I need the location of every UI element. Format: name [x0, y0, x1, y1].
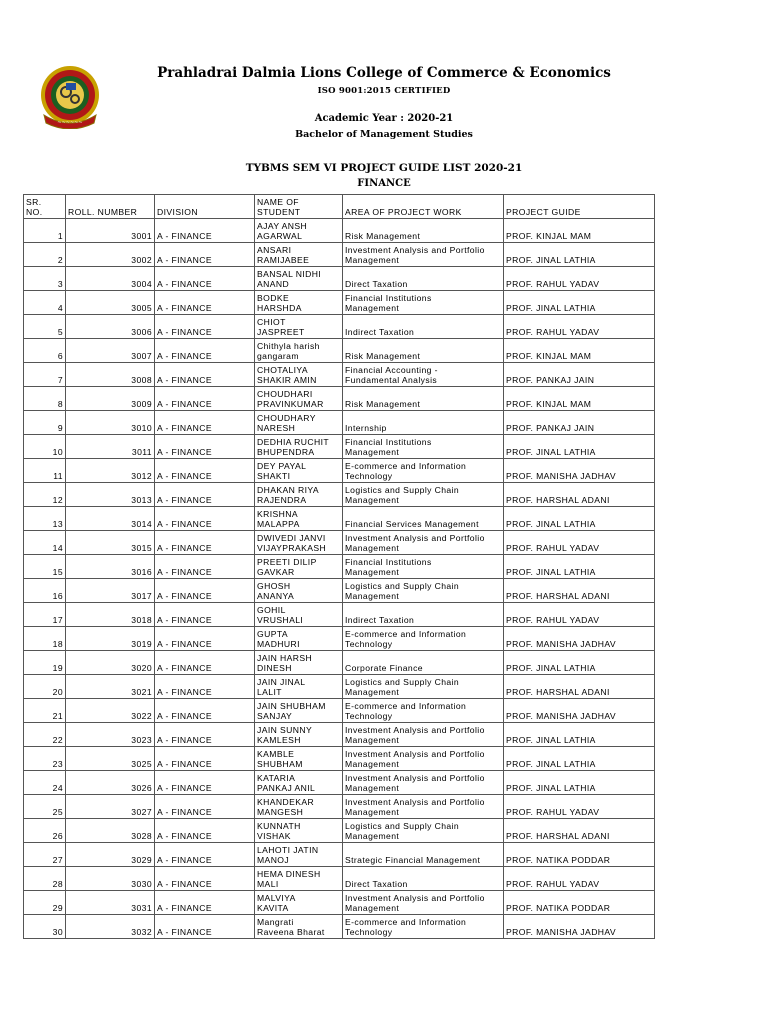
- cell-student-name: ANSARI RAMIJABEE: [255, 243, 343, 267]
- table-row: [24, 363, 655, 387]
- cell-division: A - FINANCE: [155, 363, 255, 387]
- cell-division: A - FINANCE: [155, 747, 255, 771]
- cell-project-guide: PROF. MANISHA JADHAV: [504, 915, 655, 939]
- cell-sr-no: 7: [24, 363, 66, 387]
- table-row: [24, 531, 655, 555]
- cell-project-area: Financial Services Management: [343, 507, 504, 531]
- cell-project-area: Investment Analysis and Portfolio Management: [343, 243, 504, 267]
- cell-sr-no: 18: [24, 627, 66, 651]
- cell-sr-no: 9: [24, 411, 66, 435]
- cell-project-area: Strategic Financial Management: [343, 843, 504, 867]
- cell-sr-no: 10: [24, 435, 66, 459]
- table-header-row: [24, 195, 655, 219]
- cell-division: A - FINANCE: [155, 723, 255, 747]
- cell-roll-number: 3005: [66, 291, 155, 315]
- cell-project-guide: PROF. PANKAJ JAIN: [504, 363, 655, 387]
- cell-project-guide: PROF. JINAL LATHIA: [504, 435, 655, 459]
- cell-project-area: Investment Analysis and Portfolio Management: [343, 531, 504, 555]
- cell-roll-number: 3004: [66, 267, 155, 291]
- cell-project-guide: PROF. KINJAL MAM: [504, 219, 655, 243]
- cell-student-name: JAIN SUNNY KAMLESH: [255, 723, 343, 747]
- cell-student-name: JAIN SHUBHAM SANJAY: [255, 699, 343, 723]
- cell-student-name: DEY PAYAL SHAKTI: [255, 459, 343, 483]
- cell-project-guide: PROF. JINAL LATHIA: [504, 771, 655, 795]
- cell-roll-number: 3016: [66, 555, 155, 579]
- header-project-guide: PROJECT GUIDE: [504, 195, 655, 219]
- cell-project-area: Logistics and Supply Chain Management: [343, 483, 504, 507]
- cell-sr-no: 12: [24, 483, 66, 507]
- table-row: [24, 579, 655, 603]
- table-row: [24, 915, 655, 939]
- cell-student-name: AJAY ANSH AGARWAL: [255, 219, 343, 243]
- table-row: [24, 699, 655, 723]
- college-name: Prahladrai Dalmia Lions College of Commerce & Economics: [157, 65, 611, 81]
- cell-project-guide: PROF. JINAL LATHIA: [504, 291, 655, 315]
- table-row: [24, 819, 655, 843]
- cell-project-guide: PROF. JINAL LATHIA: [504, 651, 655, 675]
- cell-roll-number: 3009: [66, 387, 155, 411]
- cell-project-area: Financial Institutions Management: [343, 435, 504, 459]
- svg-text:~~~~~~: ~~~~~~: [57, 120, 83, 126]
- cell-division: A - FINANCE: [155, 579, 255, 603]
- cell-project-guide: PROF. PANKAJ JAIN: [504, 411, 655, 435]
- cell-division: A - FINANCE: [155, 531, 255, 555]
- cell-division: A - FINANCE: [155, 435, 255, 459]
- cell-sr-no: 15: [24, 555, 66, 579]
- cell-project-guide: PROF. JINAL LATHIA: [504, 555, 655, 579]
- table-row: [24, 243, 655, 267]
- cell-roll-number: 3008: [66, 363, 155, 387]
- cell-project-area: Risk Management: [343, 219, 504, 243]
- cell-project-guide: PROF. HARSHAL ADANI: [504, 579, 655, 603]
- cell-sr-no: 25: [24, 795, 66, 819]
- cell-project-guide: PROF. HARSHAL ADANI: [504, 675, 655, 699]
- department-title: FINANCE: [357, 178, 411, 189]
- cell-project-area: Risk Management: [343, 387, 504, 411]
- cell-division: A - FINANCE: [155, 915, 255, 939]
- cell-student-name: GUPTA MADHURI: [255, 627, 343, 651]
- cell-student-name: JAIN HARSH DINESH: [255, 651, 343, 675]
- cell-student-name: KAMBLE SHUBHAM: [255, 747, 343, 771]
- cell-project-area: Indirect Taxation: [343, 603, 504, 627]
- cell-sr-no: 28: [24, 867, 66, 891]
- cell-project-area: Investment Analysis and Portfolio Management: [343, 723, 504, 747]
- table-row: [24, 627, 655, 651]
- cell-project-area: Financial Accounting - Fundamental Analysis: [343, 363, 504, 387]
- table-row: [24, 435, 655, 459]
- cell-student-name: GHOSH ANANYA: [255, 579, 343, 603]
- cell-sr-no: 16: [24, 579, 66, 603]
- header-sr-no: SR. NO.: [24, 195, 66, 219]
- cell-division: A - FINANCE: [155, 603, 255, 627]
- cell-roll-number: 3031: [66, 891, 155, 915]
- cell-roll-number: 3015: [66, 531, 155, 555]
- cell-project-guide: PROF. RAHUL YADAV: [504, 267, 655, 291]
- cell-division: A - FINANCE: [155, 387, 255, 411]
- cell-sr-no: 13: [24, 507, 66, 531]
- cell-project-guide: PROF. JINAL LATHIA: [504, 723, 655, 747]
- cell-roll-number: 3021: [66, 675, 155, 699]
- table-row: [24, 507, 655, 531]
- cell-project-area: E-commerce and Information Technology: [343, 915, 504, 939]
- table-row: [24, 747, 655, 771]
- table-row: [24, 771, 655, 795]
- cell-project-guide: PROF. KINJAL MAM: [504, 339, 655, 363]
- cell-sr-no: 30: [24, 915, 66, 939]
- cell-sr-no: 24: [24, 771, 66, 795]
- cell-roll-number: 3013: [66, 483, 155, 507]
- cell-roll-number: 3030: [66, 867, 155, 891]
- table-row: [24, 651, 655, 675]
- header-roll-number: ROLL. NUMBER: [66, 195, 155, 219]
- cell-student-name: BANSAL NIDHI ANAND: [255, 267, 343, 291]
- iso-certification: ISO 9001:2015 CERTIFIED: [317, 86, 451, 96]
- cell-sr-no: 8: [24, 387, 66, 411]
- table-row: [24, 411, 655, 435]
- cell-project-area: Financial Institutions Management: [343, 555, 504, 579]
- cell-division: A - FINANCE: [155, 267, 255, 291]
- cell-division: A - FINANCE: [155, 819, 255, 843]
- cell-student-name: HEMA DINESH MALI: [255, 867, 343, 891]
- cell-division: A - FINANCE: [155, 315, 255, 339]
- cell-roll-number: 3018: [66, 603, 155, 627]
- cell-student-name: KUNNATH VISHAK: [255, 819, 343, 843]
- cell-project-guide: PROF. JINAL LATHIA: [504, 507, 655, 531]
- table-row: [24, 723, 655, 747]
- cell-project-area: E-commerce and Information Technology: [343, 627, 504, 651]
- cell-division: A - FINANCE: [155, 507, 255, 531]
- cell-student-name: DWIVEDI JANVI VIJAYPRAKASH: [255, 531, 343, 555]
- table-row: [24, 219, 655, 243]
- cell-division: A - FINANCE: [155, 627, 255, 651]
- cell-sr-no: 3: [24, 267, 66, 291]
- table-row: [24, 291, 655, 315]
- cell-sr-no: 21: [24, 699, 66, 723]
- cell-project-guide: PROF. HARSHAL ADANI: [504, 819, 655, 843]
- header-student-name: NAME OF STUDENT: [255, 195, 343, 219]
- cell-sr-no: 26: [24, 819, 66, 843]
- cell-student-name: DEDHIA RUCHIT BHUPENDRA: [255, 435, 343, 459]
- cell-student-name: KHANDEKAR MANGESH: [255, 795, 343, 819]
- cell-project-guide: PROF. MANISHA JADHAV: [504, 459, 655, 483]
- cell-roll-number: 3010: [66, 411, 155, 435]
- cell-project-guide: PROF. NATIKA PODDAR: [504, 891, 655, 915]
- cell-project-guide: PROF. JINAL LATHIA: [504, 243, 655, 267]
- header-division: DIVISION: [155, 195, 255, 219]
- cell-roll-number: 3020: [66, 651, 155, 675]
- cell-division: A - FINANCE: [155, 699, 255, 723]
- cell-roll-number: 3029: [66, 843, 155, 867]
- cell-division: A - FINANCE: [155, 483, 255, 507]
- cell-roll-number: 3017: [66, 579, 155, 603]
- cell-student-name: Chithyla harish gangaram: [255, 339, 343, 363]
- cell-student-name: CHOUDHARY NARESH: [255, 411, 343, 435]
- cell-student-name: Mangrati Raveena Bharat: [255, 915, 343, 939]
- cell-student-name: MALVIYA KAVITA: [255, 891, 343, 915]
- cell-roll-number: 3007: [66, 339, 155, 363]
- cell-sr-no: 6: [24, 339, 66, 363]
- cell-project-area: Logistics and Supply Chain Management: [343, 675, 504, 699]
- cell-project-guide: PROF. HARSHAL ADANI: [504, 483, 655, 507]
- cell-roll-number: 3019: [66, 627, 155, 651]
- cell-student-name: LAHOTI JATIN MANOJ: [255, 843, 343, 867]
- cell-student-name: KATARIA PANKAJ ANIL: [255, 771, 343, 795]
- cell-sr-no: 5: [24, 315, 66, 339]
- table-row: [24, 387, 655, 411]
- cell-project-guide: PROF. MANISHA JADHAV: [504, 627, 655, 651]
- cell-project-area: Financial Institutions Management: [343, 291, 504, 315]
- table-row: [24, 675, 655, 699]
- cell-division: A - FINANCE: [155, 339, 255, 363]
- cell-division: A - FINANCE: [155, 411, 255, 435]
- table-row: [24, 315, 655, 339]
- cell-division: A - FINANCE: [155, 243, 255, 267]
- table-row: [24, 843, 655, 867]
- cell-roll-number: 3028: [66, 819, 155, 843]
- cell-project-area: Logistics and Supply Chain Management: [343, 819, 504, 843]
- cell-project-area: Investment Analysis and Portfolio Management: [343, 747, 504, 771]
- cell-project-area: E-commerce and Information Technology: [343, 459, 504, 483]
- cell-project-area: Risk Management: [343, 339, 504, 363]
- table-row: [24, 891, 655, 915]
- course-name: Bachelor of Management Studies: [295, 129, 473, 140]
- cell-division: A - FINANCE: [155, 771, 255, 795]
- cell-division: A - FINANCE: [155, 219, 255, 243]
- cell-project-area: Internship: [343, 411, 504, 435]
- cell-project-area: Direct Taxation: [343, 867, 504, 891]
- cell-sr-no: 4: [24, 291, 66, 315]
- cell-project-guide: PROF. RAHUL YADAV: [504, 315, 655, 339]
- cell-student-name: KRISHNA MALAPPA: [255, 507, 343, 531]
- cell-sr-no: 14: [24, 531, 66, 555]
- table-row: [24, 867, 655, 891]
- cell-project-guide: PROF. RAHUL YADAV: [504, 531, 655, 555]
- table-row: [24, 339, 655, 363]
- cell-project-area: Corporate Finance: [343, 651, 504, 675]
- list-title: TYBMS SEM VI PROJECT GUIDE LIST 2020-21: [245, 162, 523, 174]
- cell-roll-number: 3001: [66, 219, 155, 243]
- cell-division: A - FINANCE: [155, 291, 255, 315]
- table-row: [24, 459, 655, 483]
- header-project-area: AREA OF PROJECT WORK: [343, 195, 504, 219]
- cell-roll-number: 3026: [66, 771, 155, 795]
- project-guide-table: [23, 194, 655, 939]
- cell-project-area: Direct Taxation: [343, 267, 504, 291]
- cell-division: A - FINANCE: [155, 651, 255, 675]
- cell-student-name: DHAKAN RIYA RAJENDRA: [255, 483, 343, 507]
- cell-roll-number: 3006: [66, 315, 155, 339]
- cell-sr-no: 29: [24, 891, 66, 915]
- cell-roll-number: 3032: [66, 915, 155, 939]
- cell-student-name: BODKE HARSHDA: [255, 291, 343, 315]
- cell-project-guide: PROF. NATIKA PODDAR: [504, 843, 655, 867]
- cell-division: A - FINANCE: [155, 843, 255, 867]
- cell-division: A - FINANCE: [155, 795, 255, 819]
- cell-division: A - FINANCE: [155, 867, 255, 891]
- table-row: [24, 555, 655, 579]
- cell-sr-no: 27: [24, 843, 66, 867]
- cell-division: A - FINANCE: [155, 675, 255, 699]
- table-row: [24, 795, 655, 819]
- cell-sr-no: 17: [24, 603, 66, 627]
- cell-project-area: E-commerce and Information Technology: [343, 699, 504, 723]
- cell-division: A - FINANCE: [155, 459, 255, 483]
- cell-roll-number: 3014: [66, 507, 155, 531]
- table-row: [24, 267, 655, 291]
- cell-project-guide: PROF. JINAL LATHIA: [504, 747, 655, 771]
- cell-division: A - FINANCE: [155, 891, 255, 915]
- cell-roll-number: 3002: [66, 243, 155, 267]
- cell-project-guide: PROF. RAHUL YADAV: [504, 603, 655, 627]
- cell-roll-number: 3022: [66, 699, 155, 723]
- cell-sr-no: 20: [24, 675, 66, 699]
- academic-year: Academic Year : 2020-21: [314, 113, 454, 124]
- cell-roll-number: 3012: [66, 459, 155, 483]
- cell-project-area: Investment Analysis and Portfolio Management: [343, 795, 504, 819]
- cell-roll-number: 3025: [66, 747, 155, 771]
- cell-sr-no: 23: [24, 747, 66, 771]
- cell-sr-no: 1: [24, 219, 66, 243]
- cell-sr-no: 22: [24, 723, 66, 747]
- cell-project-guide: PROF. KINJAL MAM: [504, 387, 655, 411]
- cell-roll-number: 3023: [66, 723, 155, 747]
- table-row: [24, 483, 655, 507]
- cell-sr-no: 11: [24, 459, 66, 483]
- cell-project-guide: PROF. MANISHA JADHAV: [504, 699, 655, 723]
- cell-project-guide: PROF. RAHUL YADAV: [504, 867, 655, 891]
- cell-student-name: PREETI DILIP GAVKAR: [255, 555, 343, 579]
- cell-student-name: GOHIL VRUSHALI: [255, 603, 343, 627]
- cell-project-area: Logistics and Supply Chain Management: [343, 579, 504, 603]
- cell-roll-number: 3027: [66, 795, 155, 819]
- cell-project-area: Indirect Taxation: [343, 315, 504, 339]
- cell-project-area: Investment Analysis and Portfolio Management: [343, 771, 504, 795]
- cell-project-guide: PROF. RAHUL YADAV: [504, 795, 655, 819]
- table-row: [24, 603, 655, 627]
- cell-sr-no: 2: [24, 243, 66, 267]
- cell-student-name: CHOUDHARI PRAVINKUMAR: [255, 387, 343, 411]
- cell-project-area: Investment Analysis and Portfolio Management: [343, 891, 504, 915]
- cell-student-name: CHOTALIYA SHAKIR AMIN: [255, 363, 343, 387]
- cell-student-name: JAIN JINAL LALIT: [255, 675, 343, 699]
- cell-division: A - FINANCE: [155, 555, 255, 579]
- cell-roll-number: 3011: [66, 435, 155, 459]
- cell-student-name: CHIOT JASPREET: [255, 315, 343, 339]
- cell-sr-no: 19: [24, 651, 66, 675]
